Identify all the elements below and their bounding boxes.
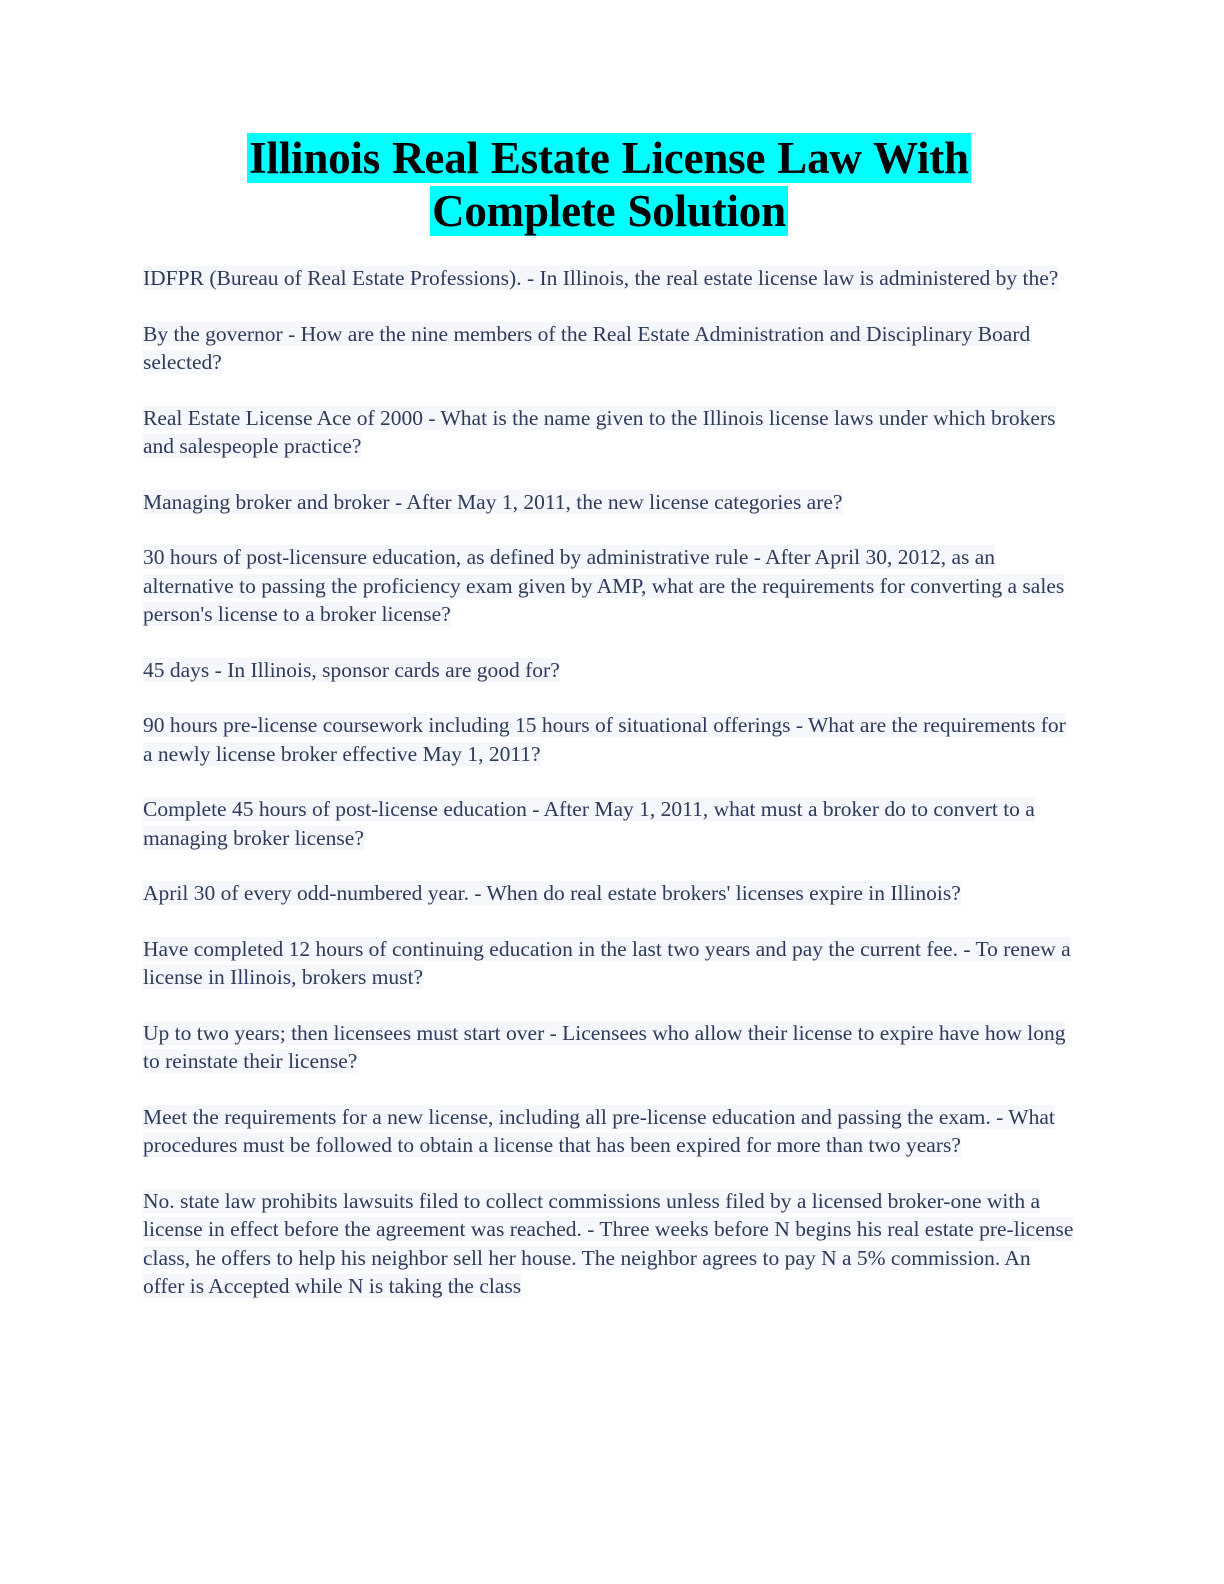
qa-entry — [143, 1187, 1075, 1301]
qa-entry-text: Real Estate License Ace of 2000 - What is the name given to the Illinois license laws under which brokers and salespeople practice? — [143, 405, 1056, 458]
qa-entry-text: Have completed 12 hours of continuing education in the last two years and pay the current fee. - To renew a license in Illinois, brokers must? — [143, 936, 1071, 989]
page-title — [143, 132, 1075, 238]
qa-entry — [143, 935, 1075, 992]
qa-entry — [143, 543, 1075, 629]
qa-entry — [143, 795, 1075, 852]
qa-entry — [143, 711, 1075, 768]
qa-entry-text: 30 hours of post-licensure education, as defined by administrative rule - After April 30, 2012, as an alternative to passing the proficiency exam given by AMP, what are the requirements for converting a sales person's license to a broker license? — [143, 545, 1065, 626]
qa-entry-text: 45 days - In Illinois, sponsor cards are good for? — [143, 657, 560, 682]
document-body — [143, 132, 1075, 1301]
qa-entry-text: No. state law prohibits lawsuits filed to collect commissions unless filed by a licensed broker-one with a license in effect before the agreement was reached. - Three weeks before N begins his real estate pre-license class, he offers to help his neighbor sell her house. The neighbor agrees to pay N a 5% commission. An offer is Accepted while N is taking the class — [143, 1188, 1074, 1298]
qa-entry — [143, 320, 1075, 377]
qa-entry-text: IDFPR (Bureau of Real Estate Professions). - In Illinois, the real estate license law is administered by the? — [143, 266, 1059, 290]
qa-entry — [143, 264, 1075, 293]
qa-entry-text: Complete 45 hours of post-license education - After May 1, 2011, what must a broker do to convert to a managing broker license? — [143, 797, 1035, 850]
qa-entry — [143, 488, 1075, 517]
qa-entry — [143, 404, 1075, 461]
qa-entry-text: Meet the requirements for a new license, including all pre-license education and passing the exam. - What procedures must be followed to obtain a license that has been expired for more than two years? — [143, 1104, 1055, 1157]
qa-entry-text: Up to two years; then licensees must start over - Licensees who allow their license to expire have how long to reinstate their license? — [143, 1020, 1066, 1073]
title-line-1: Illinois Real Estate License Law With — [249, 133, 969, 183]
qa-entry — [143, 879, 1075, 908]
qa-list — [143, 264, 1075, 1301]
qa-entry — [143, 1103, 1075, 1160]
qa-entry-text: April 30 of every odd-numbered year. - When do real estate brokers' licenses expire in Illinois? — [143, 881, 961, 905]
qa-entry — [143, 1019, 1075, 1076]
qa-entry-text: 90 hours pre-license coursework including 15 hours of situational offerings - What are the requirements for a newly license broker effective May 1, 2011? — [143, 713, 1066, 766]
qa-entry — [143, 656, 1075, 685]
qa-entry-text: Managing broker and broker - After May 1, 2011, the new license categories are? — [143, 489, 843, 514]
qa-entry-text: By the governor - How are the nine members of the Real Estate Administration and Disciplinary Board selected? — [143, 321, 1031, 374]
title-line-2: Complete Solution — [432, 186, 786, 236]
